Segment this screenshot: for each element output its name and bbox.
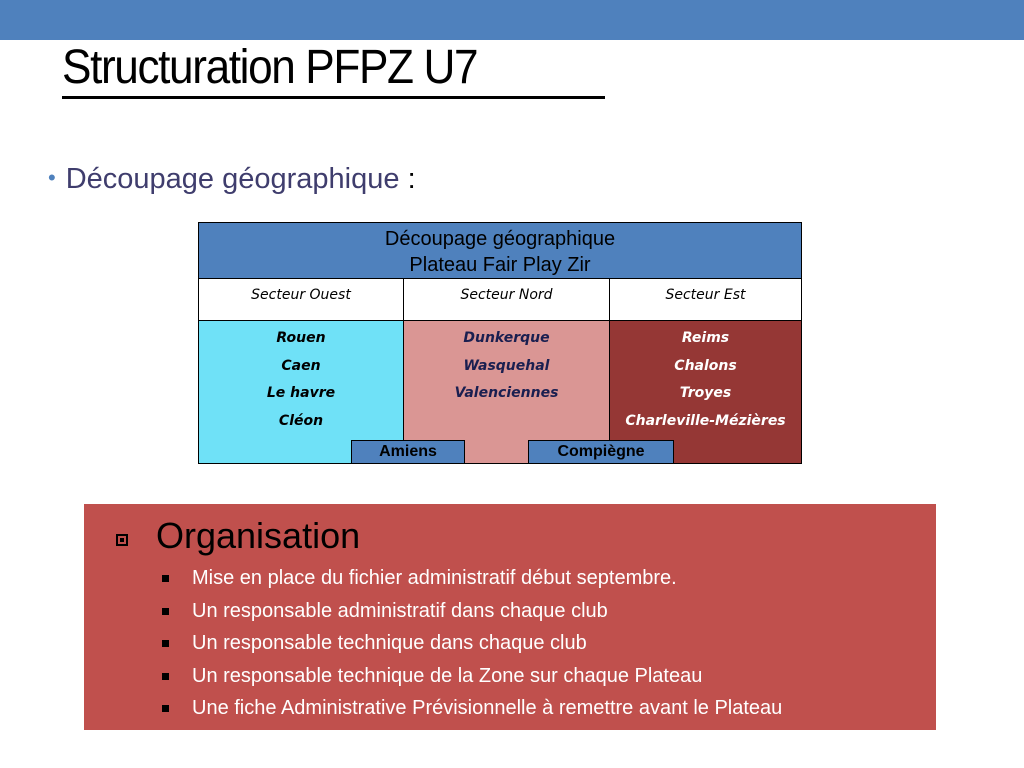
geo-header-line2: Plateau Fair Play Zir	[409, 254, 591, 276]
organisation-item	[162, 660, 782, 693]
organisation-item	[162, 562, 782, 595]
organisation-title: Organisation	[156, 515, 361, 556]
bullet-line	[48, 160, 416, 197]
organisation-item-text: Une fiche Administrative Prévisionnelle à remettre avant le Plateau	[192, 697, 783, 719]
small-square-bullet-icon	[162, 705, 169, 712]
geo-header-line1: Découpage géographique	[384, 228, 616, 250]
top-accent-bar	[0, 0, 1024, 40]
city-list-ouest	[199, 321, 403, 435]
bullet-dot-icon: •	[48, 165, 56, 190]
city-item: Valenciennes	[454, 385, 559, 401]
geo-table-header	[199, 223, 801, 279]
sector-header-est: Secteur Est	[610, 279, 801, 321]
organisation-box	[84, 504, 936, 730]
slide-title: Structuration PFPZ U7	[62, 41, 478, 94]
organisation-item-text: Mise en place du fichier administratif début septembre.	[192, 567, 677, 589]
organisation-item	[162, 692, 782, 725]
geo-table	[198, 222, 802, 464]
small-square-bullet-icon	[162, 673, 169, 680]
organisation-item	[162, 627, 782, 660]
city-item: Chalons	[674, 357, 737, 374]
small-square-bullet-icon	[162, 608, 169, 615]
organisation-item	[162, 595, 782, 628]
city-item: Dunkerque	[463, 330, 550, 346]
city-list-est	[610, 321, 801, 435]
city-item: Rouen	[276, 330, 326, 346]
square-bullet-icon	[116, 534, 128, 546]
organisation-item-text: Un responsable technique dans chaque club	[192, 632, 587, 654]
organisation-list	[162, 562, 782, 725]
city-item: Caen	[281, 357, 321, 374]
organisation-item-text: Un responsable technique de la Zone sur chaque Plateau	[192, 664, 703, 687]
city-item: Charleville-Mézières	[625, 412, 786, 429]
sector-header-nord: Secteur Nord	[404, 279, 610, 321]
city-item: Le havre	[266, 385, 336, 401]
sector-header-ouest: Secteur Ouest	[199, 279, 404, 321]
bullet-text: Découpage géographique	[65, 163, 400, 195]
small-square-bullet-icon	[162, 640, 169, 647]
bullet-colon: :	[407, 163, 416, 195]
shared-city-tag-amiens: Amiens	[351, 440, 465, 464]
small-square-bullet-icon	[162, 575, 169, 582]
city-item: Troyes	[679, 385, 732, 401]
city-item: Reims	[681, 330, 730, 346]
shared-city-tag-compiegne: Compiègne	[528, 440, 674, 464]
city-item: Wasquehal	[463, 357, 550, 374]
city-list-nord	[404, 321, 609, 408]
organisation-item-text: Un responsable administratif dans chaque club	[192, 599, 608, 622]
city-item: Cléon	[278, 412, 324, 429]
title-underline	[62, 96, 605, 99]
